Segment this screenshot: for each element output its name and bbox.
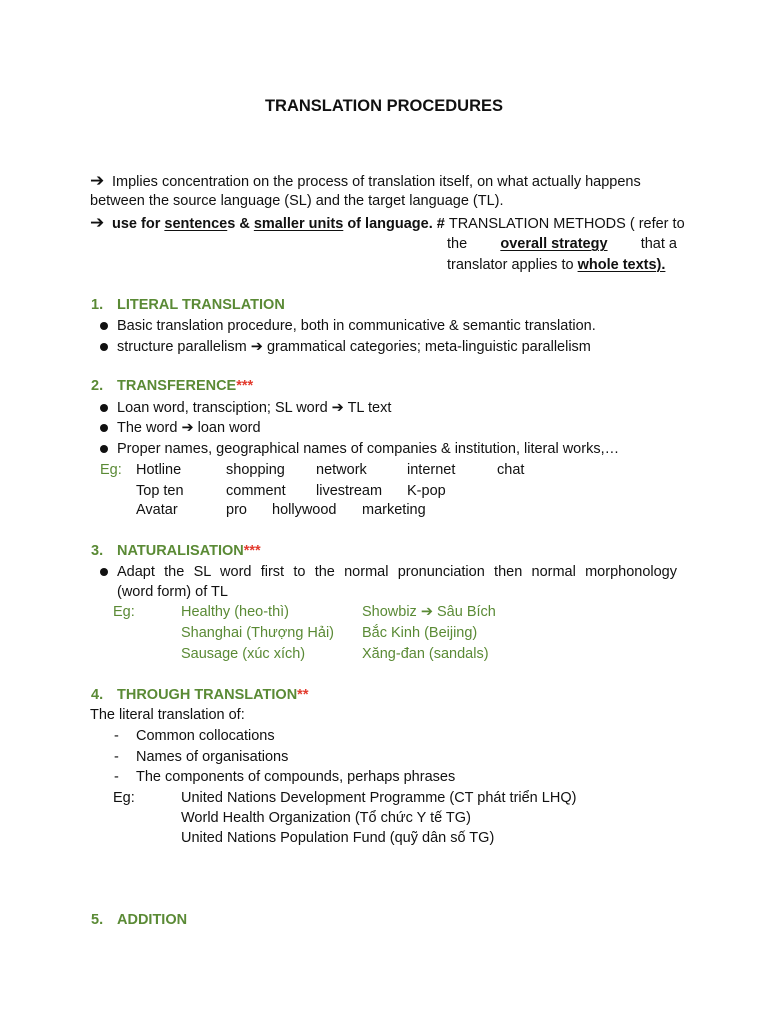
section-1-heading: 1. LITERAL TRANSLATION [91,297,285,313]
s4-item: Common collocations [136,728,275,744]
s2-example: marketing [362,502,426,518]
s2-bullet-3: Proper names, geographical names of companies & institution, literal works,… [117,441,620,457]
section-3-heading: 3. NATURALISATION*** [91,543,261,559]
bullet-icon [100,404,108,412]
s1-bullet-2: structure parallelism ➔ grammatical categories; meta-linguistic parallelism [117,339,591,355]
s4-item: The components of compounds, perhaps phrases [136,769,456,785]
bullet-icon [100,343,108,351]
bullet-icon [100,445,108,453]
priority-stars: ** [297,687,309,703]
s3-example: Shanghai (Thượng Hải) [181,625,335,641]
s4-example: World Health Organization (Tổ chức Y tế TG) [181,810,471,826]
intro-line-4: the overall strategy that a [447,236,677,252]
page-title: TRANSLATION PROCEDURES [264,97,504,115]
s4-example: United Nations Development Programme (CT phát triển LHQ) [181,790,577,806]
intro-line-1: ➔ Implies concentration on the process of translation itself, on what actually happens [90,171,641,190]
intro-line-3: ➔ use for sentences & smaller units of language. # TRANSLATION METHODS ( refer to [90,213,685,232]
s2-example: Top ten [136,483,184,499]
s2-example: shopping [226,462,285,478]
dash-marker: - [114,749,119,765]
s2-example: Avatar [136,502,178,518]
bullet-icon [100,568,108,576]
s2-example: internet [407,462,456,478]
intro-line-5: translator applies to whole texts). [447,257,666,273]
s4-eg-label: Eg: [113,790,135,806]
s3-eg-label: Eg: [113,604,135,620]
s2-eg-label: Eg: [100,462,122,478]
priority-stars: *** [236,378,254,394]
s3-example: Sausage (xúc xích) [181,646,306,662]
s1-bullet-1: Basic translation procedure, both in communicative & semantic translation. [117,318,596,334]
s2-example: network [316,462,367,478]
s2-bullet-1: Loan word, transciption; SL word ➔ TL text [117,400,392,416]
bullet-icon [100,424,108,432]
s4-item: Names of organisations [136,749,289,765]
section-5-heading: 5. ADDITION [91,912,188,928]
section-2-heading: 2. TRANSFERENCE*** [91,378,254,394]
s4-example: United Nations Population Fund (quỹ dân số TG) [181,830,495,846]
intro-line-2: between the source language (SL) and the target language (TL). [90,193,504,209]
priority-stars: *** [243,543,261,559]
s2-example: pro [226,502,247,518]
arrow-icon: ➔ [90,213,105,232]
s2-bullet-2: The word ➔ loan word [117,420,261,436]
s2-example: livestream [316,483,383,499]
s4-lead: The literal translation of: [90,707,245,723]
s2-example: chat [497,462,525,478]
arrow-icon: ➔ [90,171,105,190]
s3-bullet-line-2: (word form) of TL [117,584,228,600]
section-4-heading: 4. THROUGH TRANSLATION** [91,687,309,703]
bullet-icon [100,322,108,330]
s2-example: comment [226,483,286,499]
s3-example: Showbiz ➔ Sâu Bích [362,604,496,620]
s2-example: K-pop [407,483,446,499]
s2-example: Hotline [136,462,182,478]
s2-example: hollywood [272,502,337,518]
s3-example: Xăng-đan (sandals) [362,646,489,662]
s3-example: Healthy (heo-thì) [181,604,289,620]
s3-bullet-line-1: Adapt the SL word first to the normal pronunciation then normal morphonology [117,564,677,580]
s3-example: Bắc Kinh (Beijing) [362,625,478,641]
dash-marker: - [114,728,119,744]
dash-marker: - [114,769,119,785]
